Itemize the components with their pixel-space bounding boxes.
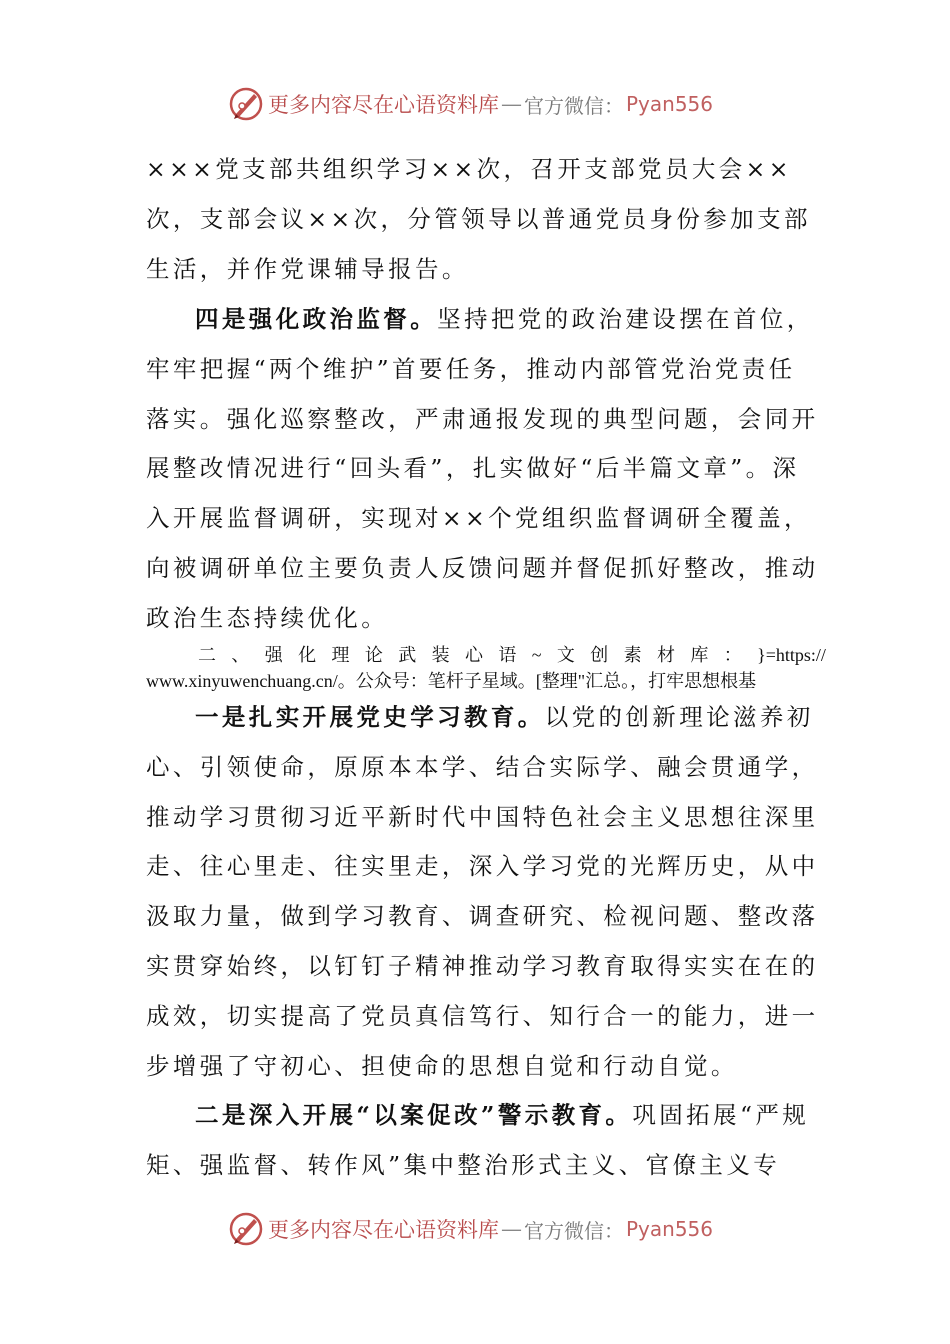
paragraph-warning-education	[146, 1091, 822, 1191]
paragraph-body: 巩固拓展“严规矩、强监督、转作风”集中整治形式主义、官僚主义专	[146, 1101, 810, 1179]
pen-logo-icon	[228, 86, 264, 122]
paragraph-body: 坚持把党的政治建设摆在首位，牢牢把握“两个维护”首要任务，推动内部管党治党责任落实。强化巡察整改，严肃通报发现的典型问题，会同开展整改情况进行“回头看”，扎实做好“后半篇文章”。深入开展监督调研，实现对××个党组织监督调研全覆盖，向被调研单位主要负责人反馈问题并督促抓好整改，推动政治生态持续优化。	[146, 305, 819, 632]
heading-char: 强	[264, 645, 283, 665]
paragraph-political-supervision	[146, 295, 822, 644]
heading-char: 心	[465, 645, 483, 665]
banner-wechat-label: 官方微信：	[524, 93, 624, 118]
heading-char: 素	[623, 645, 642, 665]
section-heading-line2: www.xinyuwenchuang.cn/。公众号：笔杆子星域。[整理"汇总。，打牢思想根基	[146, 671, 757, 691]
heading-char: 、	[231, 645, 250, 665]
heading-char: 创	[590, 645, 609, 665]
pen-logo-icon	[228, 1211, 264, 1247]
footer-banner	[228, 1209, 713, 1249]
section-heading	[146, 642, 826, 694]
heading-char: 库	[690, 645, 709, 665]
banner-wechat-id: Pyan556	[626, 1217, 714, 1241]
heading-char: }=https://	[757, 645, 826, 665]
paragraph-body: 以党的创新理论滋养初心、引领使命，原原本本学、结合实际学、融会贯通学，推动学习贯彻习近平新时代中国特色社会主义思想往深里走、往心里走、往实里走，深入学习党的光辉历史，从中汲取力量，做到学习教育、调查研究、检视问题、整改落实贯穿始终，以钉钉子精神推动学习教育取得实实在在的成效，切实提高了党员真信笃行、知行合一的能力，进一步增强了守初心、担使命的思想自觉和行动自觉。	[146, 703, 819, 1080]
heading-char: 语	[498, 645, 517, 665]
paragraph-lead: 一是扎实开展党史学习教育。	[195, 703, 545, 731]
paragraph-lead: 二是深入开展“以案促改”警示教育。	[195, 1101, 633, 1129]
banner-separator: —	[501, 92, 522, 116]
heading-char: 论	[364, 645, 383, 665]
paragraph-lead: 四是强化政治监督。	[195, 305, 438, 333]
banner-wechat-label: 官方微信：	[524, 1218, 624, 1243]
banner-separator: —	[501, 1217, 522, 1241]
paragraph-party-history	[146, 693, 822, 1091]
heading-char: 理	[331, 645, 350, 665]
heading-char: 武	[398, 645, 417, 665]
paragraph-study-stats: ×××党支部共组织学习××次，召开支部党员大会××次，支部会议××次，分管领导以普通党员身份参加支部生活，并作党课辅导报告。	[146, 155, 811, 283]
heading-char: ：	[723, 645, 742, 665]
banner-title: 更多内容尽在心语资料库	[268, 1218, 499, 1242]
heading-char: ~	[531, 645, 542, 665]
heading-char: 装	[431, 645, 450, 665]
header-banner	[228, 84, 713, 124]
heading-char: 化	[298, 645, 317, 665]
banner-wechat-id: Pyan556	[626, 92, 714, 116]
heading-char: 文	[556, 645, 575, 665]
heading-char: 二	[198, 645, 216, 665]
banner-title: 更多内容尽在心语资料库	[268, 93, 499, 117]
section-heading-line1	[146, 642, 826, 668]
heading-char: 材	[657, 645, 675, 665]
